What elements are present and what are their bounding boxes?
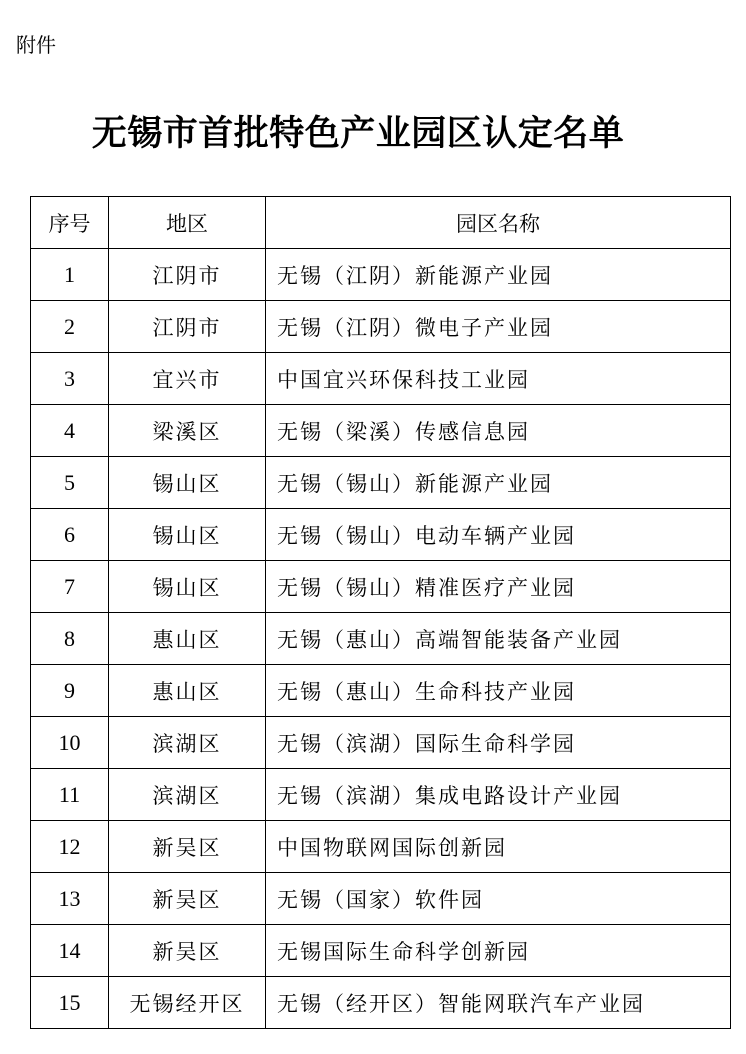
row-number: 3 [31,353,109,405]
table-row [31,353,731,405]
row-park-name: 无锡（惠山）生命科技产业园 [266,665,731,717]
row-number: 10 [31,717,109,769]
row-park-name: 无锡（经开区）智能网联汽车产业园 [266,977,731,1029]
table-row [31,561,731,613]
row-number: 13 [31,873,109,925]
table-row [31,301,731,353]
document-title: 无锡市首批特色产业园区认定名单 [91,113,625,154]
header-region: 地区 [109,197,266,249]
row-park-name: 无锡（滨湖）国际生命科学园 [266,717,731,769]
row-park-name: 中国宜兴环保科技工业园 [266,353,731,405]
table-row [31,249,731,301]
row-number: 2 [31,301,109,353]
row-park-name: 无锡（惠山）高端智能装备产业园 [266,613,731,665]
table-row [31,925,731,977]
table-row [31,977,731,1029]
table-row [31,509,731,561]
row-park-name: 无锡（江阴）微电子产业园 [266,301,731,353]
table-row [31,613,731,665]
header-no: 序号 [31,197,109,249]
row-region: 锡山区 [109,509,266,561]
row-region: 锡山区 [109,561,266,613]
row-region: 江阴市 [109,301,266,353]
row-number: 1 [31,249,109,301]
row-region: 惠山区 [109,665,266,717]
row-number: 5 [31,457,109,509]
table-row [31,717,731,769]
row-number: 15 [31,977,109,1029]
row-park-name: 无锡（锡山）电动车辆产业园 [266,509,731,561]
park-list-table [30,196,731,1029]
row-number: 6 [31,509,109,561]
table-row [31,457,731,509]
row-number: 9 [31,665,109,717]
row-number: 4 [31,405,109,457]
row-region: 新吴区 [109,925,266,977]
table-header-row [31,197,731,249]
row-number: 7 [31,561,109,613]
row-region: 江阴市 [109,249,266,301]
row-park-name: 无锡（滨湖）集成电路设计产业园 [266,769,731,821]
row-park-name: 无锡（江阴）新能源产业园 [266,249,731,301]
row-region: 滨湖区 [109,717,266,769]
table-row [31,405,731,457]
table-row [31,665,731,717]
row-region: 惠山区 [109,613,266,665]
row-number: 14 [31,925,109,977]
row-region: 梁溪区 [109,405,266,457]
attachment-label: 附件 [16,33,56,57]
row-park-name: 无锡（梁溪）传感信息园 [266,405,731,457]
table-row [31,873,731,925]
header-park-name: 园区名称 [266,197,731,249]
row-region: 锡山区 [109,457,266,509]
row-region: 无锡经开区 [109,977,266,1029]
row-region: 新吴区 [109,873,266,925]
row-region: 新吴区 [109,821,266,873]
row-number: 8 [31,613,109,665]
row-park-name: 无锡（国家）软件园 [266,873,731,925]
row-region: 宜兴市 [109,353,266,405]
row-number: 12 [31,821,109,873]
table-row [31,821,731,873]
row-park-name: 无锡国际生命科学创新园 [266,925,731,977]
table-row [31,769,731,821]
row-park-name: 无锡（锡山）精准医疗产业园 [266,561,731,613]
row-number: 11 [31,769,109,821]
row-region: 滨湖区 [109,769,266,821]
row-park-name: 无锡（锡山）新能源产业园 [266,457,731,509]
row-park-name: 中国物联网国际创新园 [266,821,731,873]
